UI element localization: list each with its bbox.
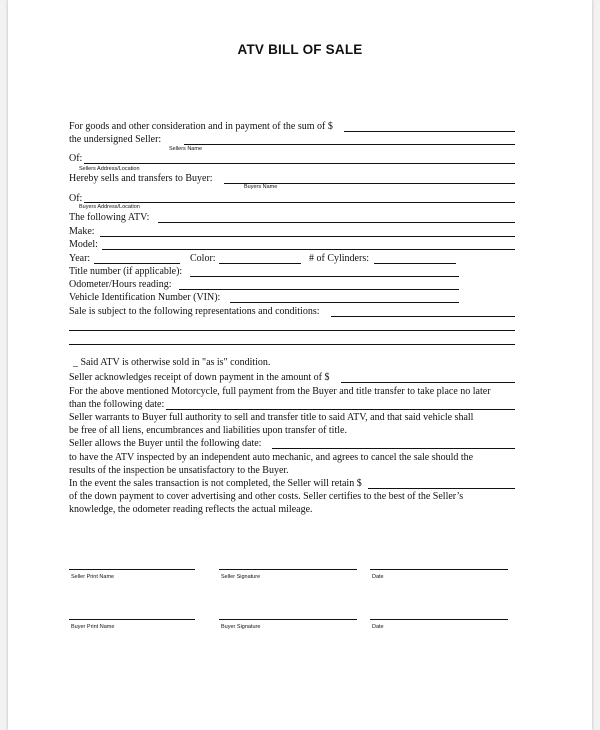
buyer-date-caption: Date xyxy=(372,624,384,630)
event-line-3: knowledge, the odometer reading reflects the actual mileage. xyxy=(69,504,313,515)
as-is-text: _ Said ATV is otherwise sold in "as is" condition. xyxy=(73,357,271,368)
payment-date-field[interactable] xyxy=(166,409,515,410)
year-label: Year: xyxy=(69,253,91,264)
buyers-name-caption: Buyers Name xyxy=(244,184,278,190)
atv-field[interactable] xyxy=(158,222,515,223)
buyer-signature-caption: Buyer Signature xyxy=(221,624,261,630)
following-label: The following ATV: xyxy=(69,212,150,223)
color-field[interactable] xyxy=(219,263,301,264)
title-number-field[interactable] xyxy=(190,276,459,277)
model-label: Model: xyxy=(69,239,98,250)
vin-label: Vehicle Identification Number (VIN): xyxy=(69,292,221,303)
cylinders-label: # of Cylinders: xyxy=(309,253,369,264)
conditions-field-1[interactable] xyxy=(331,316,515,317)
sellers-name-caption: Sellers Name xyxy=(169,146,203,152)
seller-name-field[interactable] xyxy=(184,144,515,145)
inspected-line-2: results of the inspection be unsatisfactory to the Buyer. xyxy=(69,465,289,476)
make-label: Make: xyxy=(69,226,95,237)
above-line-1: For the above mentioned Motorcycle, full payment from the Buyer and title transfer to take place no later xyxy=(69,386,491,397)
title-number-label: Title number (if applicable): xyxy=(69,266,183,277)
cylinders-field[interactable] xyxy=(374,263,456,264)
hereby-label: Hereby sells and transfers to Buyer: xyxy=(69,173,213,184)
down-payment-label: Seller acknowledges receipt of down payment in the amount of $ xyxy=(69,372,330,383)
seller-signature-caption: Seller Signature xyxy=(221,574,261,580)
conditions-field-3[interactable] xyxy=(69,344,515,345)
conditions-field-2[interactable] xyxy=(69,330,515,331)
of-label-seller: Of: xyxy=(69,153,83,164)
retain-amount-field[interactable] xyxy=(368,488,515,489)
buyer-print-name-field[interactable] xyxy=(69,619,195,620)
warrants-line-1: Seller warrants to Buyer full authority to sell and transfer title to said ATV, and that said vehicle shall xyxy=(69,412,474,423)
seller-address-caption: Sellers Address/Location xyxy=(79,166,140,172)
odometer-label: Odometer/Hours reading: xyxy=(69,279,172,290)
down-payment-field[interactable] xyxy=(341,382,515,383)
buyer-address-caption: Buyers Address/Location xyxy=(79,204,140,210)
sum-label: For goods and other consideration and in payment of the sum of $ xyxy=(69,121,333,132)
of-label-buyer: Of: xyxy=(69,193,83,204)
event-line-1: In the event the sales transaction is not completed, the Seller will retain $ xyxy=(69,478,362,489)
inspection-date-field[interactable] xyxy=(272,448,515,449)
seller-label: the undersigned Seller: xyxy=(69,134,162,145)
page-title: ATV BILL OF SALE xyxy=(237,42,363,57)
sum-field[interactable] xyxy=(344,131,515,132)
seller-print-name-field[interactable] xyxy=(69,569,195,570)
vin-field[interactable] xyxy=(230,302,459,303)
buyer-print-name-caption: Buyer Print Name xyxy=(71,624,115,630)
buyer-date-field[interactable] xyxy=(370,619,508,620)
allows-label: Seller allows the Buyer until the following date: xyxy=(69,438,262,449)
make-field[interactable] xyxy=(100,236,515,237)
document-page xyxy=(8,0,592,730)
buyer-signature-field[interactable] xyxy=(219,619,357,620)
model-field[interactable] xyxy=(102,249,515,250)
year-field[interactable] xyxy=(94,263,180,264)
seller-date-field[interactable] xyxy=(370,569,508,570)
seller-print-name-caption: Seller Print Name xyxy=(71,574,115,580)
seller-address-field[interactable] xyxy=(84,163,515,164)
above-line-2: than the following date: xyxy=(69,399,165,410)
seller-date-caption: Date xyxy=(372,574,384,580)
buyer-address-field[interactable] xyxy=(84,202,515,203)
inspected-line-1: to have the ATV inspected by an independent auto mechanic, and agrees to cancel the sale should the xyxy=(69,452,474,463)
event-line-2: of the down payment to cover advertising and other costs. Seller certifies to the best of the Seller’s xyxy=(69,491,464,502)
warrants-line-2: be free of all liens, encumbrances and liabilities upon transfer of title. xyxy=(69,425,347,436)
seller-signature-field[interactable] xyxy=(219,569,357,570)
color-label: Color: xyxy=(190,253,216,264)
subject-label: Sale is subject to the following representations and conditions: xyxy=(69,306,320,317)
odometer-field[interactable] xyxy=(179,289,459,290)
